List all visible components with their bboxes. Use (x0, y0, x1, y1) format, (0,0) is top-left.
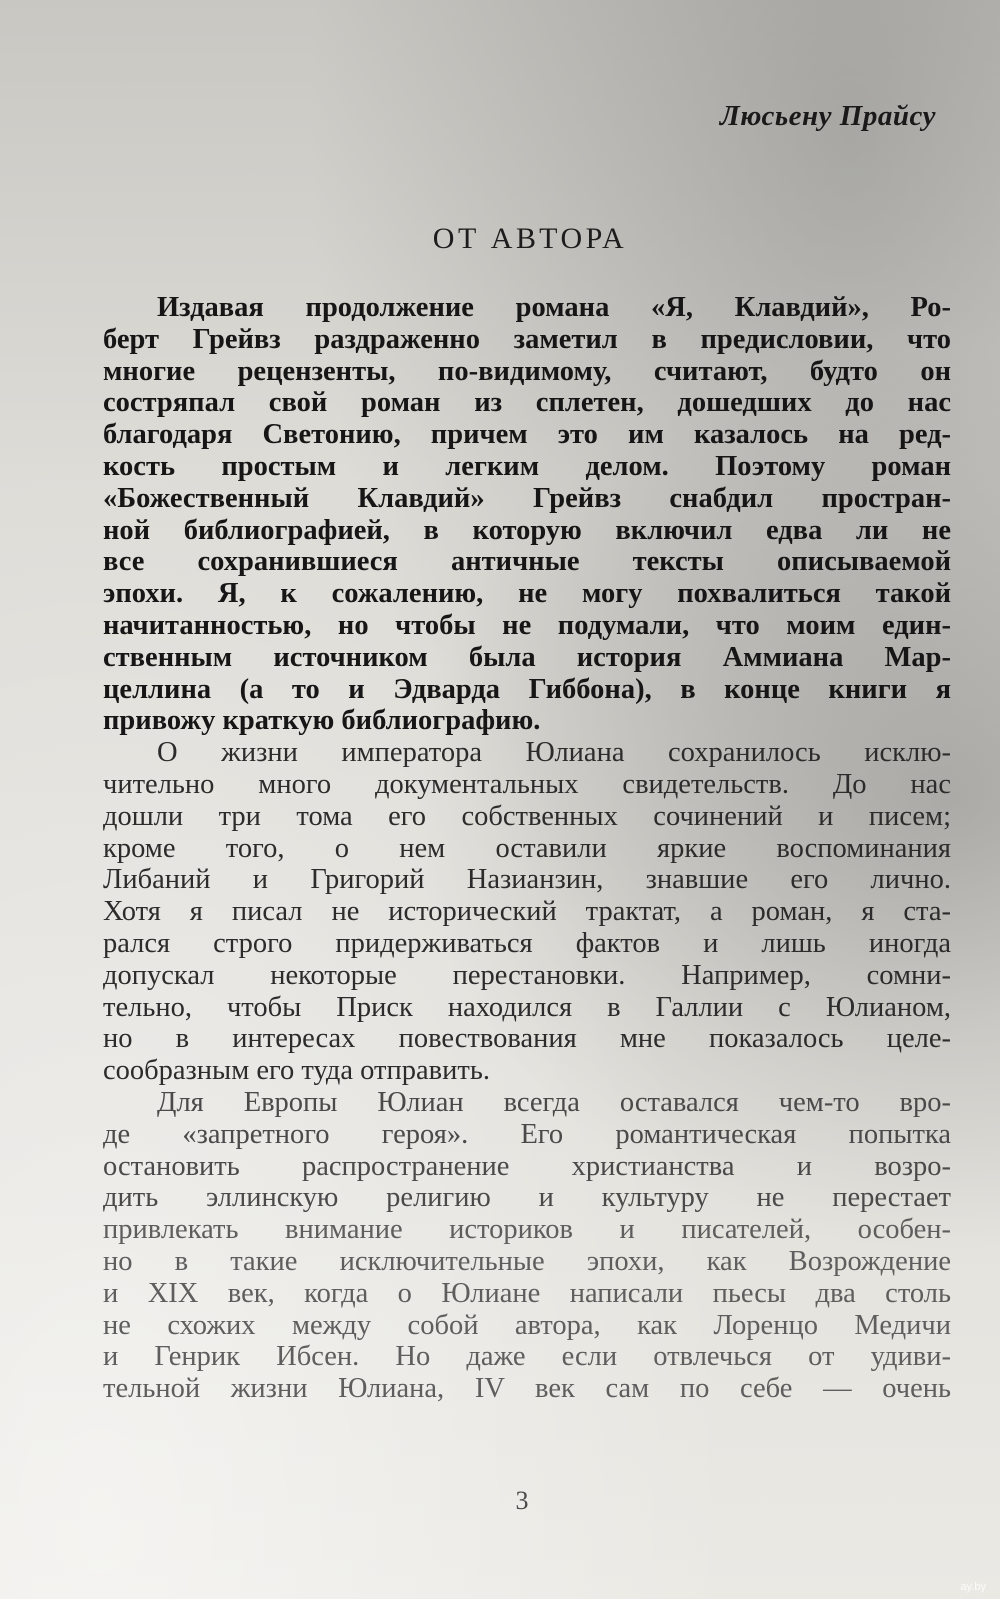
text-line: кость простым и легким делом. Поэтому роман (103, 450, 951, 482)
text-line: О жизни императора Юлиана сохранилось исклю- (157, 737, 951, 769)
text-line: остановить распространение христианства и возро- (103, 1150, 951, 1182)
text-line: целлина (а то и Эдварда Гиббона), в конце книги я (103, 673, 951, 705)
text-line: берт Грейвз раздраженно заметил в предисловии, что (103, 323, 951, 355)
text-line: рался строго придерживаться фактов и лишь иногда (103, 927, 951, 959)
text-line: но в такие исключительные эпохи, как Возрождение (103, 1245, 951, 1277)
text-line: все сохранившиеся античные тексты описываемой (103, 546, 951, 578)
text-line: многие рецензенты, по-видимому, считают, будто он (103, 355, 951, 387)
dedication: Люсьену Прайсу (719, 100, 936, 132)
text-line: и Генрик Ибсен. Но даже если отвлечься от удиви- (103, 1341, 951, 1373)
text-line: де «запретного героя». Его романтическая попытка (103, 1118, 951, 1150)
text-line: дошли три тома его собственных сочинений и писем; (103, 800, 951, 832)
watermark: ay.by (960, 1581, 986, 1593)
paragraph-1 (103, 292, 951, 737)
text-line: тельно, чтобы Приск находился в Галлии с Юлианом, (103, 991, 951, 1023)
text-line: Либаний и Григорий Назианзин, знавшие его лично. (103, 864, 951, 896)
paragraph-2 (103, 737, 951, 1087)
text-line: привожу краткую библиографию. (103, 705, 541, 737)
text-line: но в интересах повествования мне показалось целе- (103, 1023, 951, 1055)
text-line: ственным источником была история Аммиана Мар- (103, 641, 951, 673)
text-line: кроме того, о нем оставили яркие воспоминания (103, 832, 951, 864)
page-number: 3 (515, 1486, 529, 1515)
text-line: не схожих между собой автора, как Лоренцо Медичи (103, 1309, 951, 1341)
text-line: ной библиографией, в которую включил едва ли не (103, 514, 951, 546)
text-line: эпохи. Я, к сожалению, не могу похвалиться такой (103, 578, 951, 610)
text-line: Для Европы Юлиан всегда оставался чем-то вро- (157, 1086, 951, 1118)
text-line: тельной жизни Юлиана, IV век сам по себе — очень (103, 1373, 951, 1405)
text-line: начитанностью, но чтобы не подумали, что моим един- (103, 609, 951, 641)
text-line: Хотя я писал не исторический трактат, а роман, я ста- (103, 896, 951, 928)
text-line: дить эллинскую религию и культуру не перестает (103, 1182, 951, 1214)
text-line: благодаря Светонию, причем это им казалось на ред- (103, 419, 951, 451)
text-line: сообразным его туда отправить. (103, 1055, 490, 1087)
text-line: привлекать внимание историков и писателей, особен- (103, 1214, 951, 1246)
text-line: и XIX век, когда о Юлиане написали пьесы два столь (103, 1277, 951, 1309)
body-text (103, 292, 951, 1405)
chapter-title: ОТ АВТОРА (432, 222, 628, 255)
text-line: «Божественный Клавдий» Грейвз снабдил простран- (103, 482, 951, 514)
paragraph-3 (103, 1087, 951, 1405)
text-line: Издавая продолжение романа «Я, Клавдий», Ро- (157, 292, 951, 323)
text-line: состряпал свой роман из сплетен, дошедших до нас (103, 387, 951, 419)
text-line: допускал некоторые перестановки. Например, сомни- (103, 959, 951, 991)
text-line: чительно много документальных свидетельств. До нас (103, 768, 951, 800)
